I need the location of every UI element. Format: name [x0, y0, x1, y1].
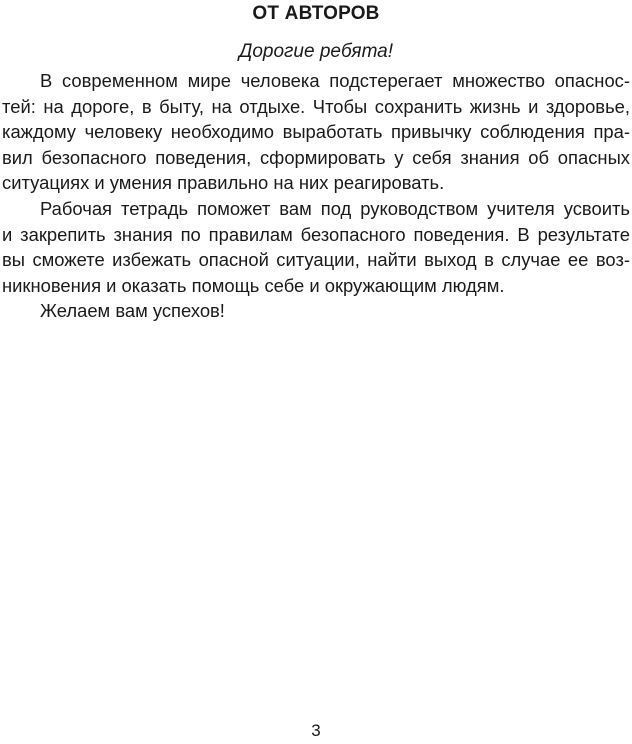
- text-line: Желаем вам успехов!: [40, 300, 225, 322]
- page-number: 3: [311, 721, 321, 740]
- paragraph-2: [2, 196, 630, 298]
- salutation: Дорогие ребята!: [238, 41, 394, 62]
- paragraph-1: [2, 68, 630, 196]
- text-line: В современном мире человека подстерегает множество опаснос-: [40, 70, 630, 91]
- text-line: никновения и оказать помощь себе и окружающим людям.: [2, 274, 505, 296]
- text-line: вил безопасного поведения, сформировать у себя знания об опасных: [2, 146, 630, 168]
- paragraph-3: [2, 298, 630, 324]
- text-line: тей: на дороге, в быту, на отдыхе. Чтобы сохранить жизнь и здоровье,: [2, 95, 630, 117]
- text-line: каждому человеку необходимо выработать привычку соблюдения пра-: [2, 121, 630, 143]
- text-line: ситуациях и умения правильно на них реагировать.: [2, 172, 445, 194]
- text-line: вы сможете избежать опасной ситуации, найти выход в случае ее воз-: [2, 249, 630, 271]
- body-text: [2, 68, 630, 324]
- page-title: ОТ АВТОРОВ: [252, 3, 380, 24]
- text-line: и закрепить знания по правилам безопасного поведения. В результате: [2, 223, 630, 245]
- text-line: Рабочая тетрадь поможет вам под руководством учителя усвоить: [40, 197, 630, 219]
